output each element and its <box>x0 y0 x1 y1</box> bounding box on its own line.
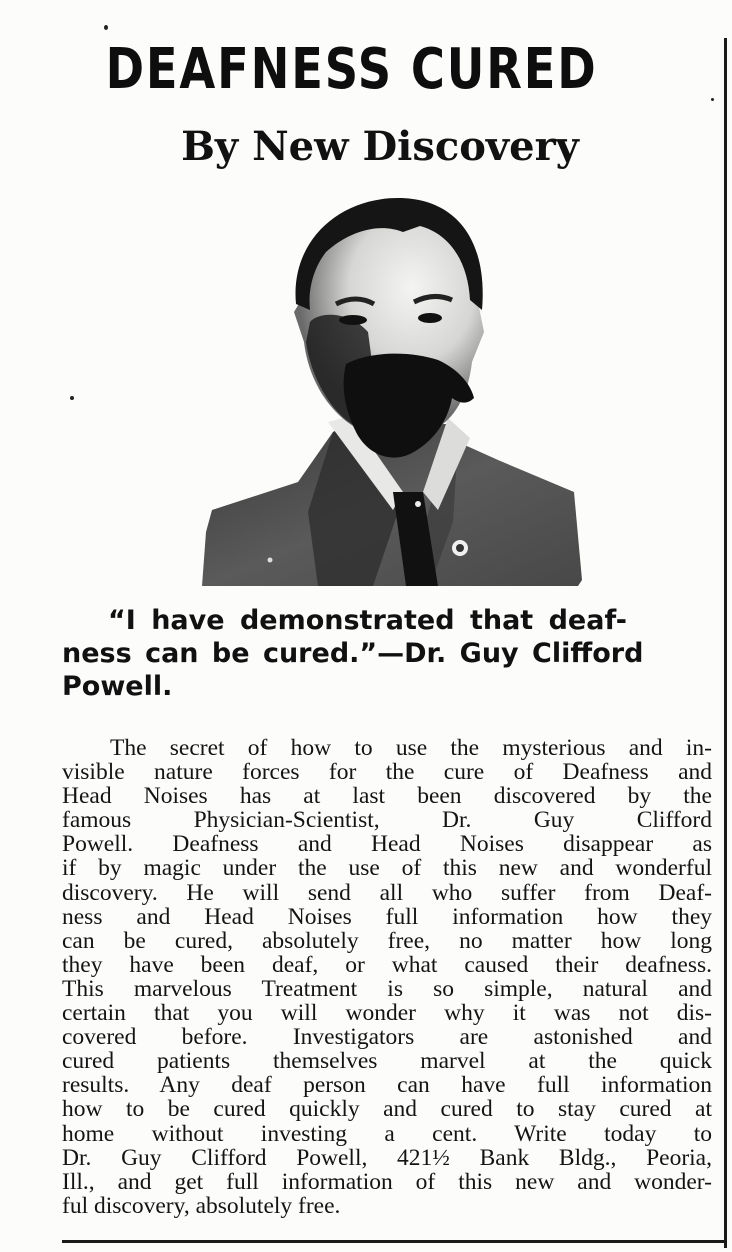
body-line: how to be cured quickly and cured to stay cured at <box>62 1096 712 1123</box>
body-line: Ill., and get full information of this new and wonder- <box>62 1168 712 1195</box>
portrait-image <box>198 192 584 592</box>
column-rule-vertical <box>724 38 727 1248</box>
print-speck <box>70 396 74 400</box>
body-line: Dr. Guy Clifford Powell, 421½ Bank Bldg., Peoria, <box>62 1144 712 1171</box>
body-paragraph <box>62 736 712 1218</box>
body-line: discovery. He will send all who suffer from Deaf- <box>62 879 712 906</box>
body-line: results. Any deaf person can have full information <box>62 1072 712 1099</box>
body-line: The secret of how to use the mysterious and in- <box>110 735 712 761</box>
subheadline: By New Discovery <box>181 123 579 170</box>
pull-quote <box>62 604 710 703</box>
quote-line: “I have demonstrated that deaf- <box>108 605 627 636</box>
body-line: home without investing a cent. Write today to <box>62 1120 712 1147</box>
quote-line: ness can be cured.”—Dr. Guy Clifford <box>62 638 644 669</box>
body-line: cured patients themselves marvel at the quick <box>62 1048 712 1075</box>
body-line: Powell. Deafness and Head Noises disappear as <box>62 831 712 858</box>
body-line: if by magic under the use of this new and wonderful <box>62 855 712 882</box>
body-line: can be cured, absolutely free, no matter how long <box>62 927 712 954</box>
body-line: certain that you will wonder why it was not dis- <box>62 1000 712 1027</box>
headline: DEAFNESS CURED <box>105 37 598 102</box>
body-line: famous Physician-Scientist, Dr. Guy Clifford <box>62 807 712 834</box>
print-speck <box>104 25 108 30</box>
body-line: This marvelous Treatment is so simple, natural and <box>62 975 712 1002</box>
body-line: ness and Head Noises full information how they <box>62 903 712 930</box>
body-line: visible nature forces for the cure of Deafness and <box>62 759 712 786</box>
column-rule-horizontal <box>62 1240 727 1243</box>
print-speck <box>711 98 714 101</box>
body-line: ful discovery, absolutely free. <box>62 1192 341 1219</box>
body-line: covered before. Investigators are astonished and <box>62 1024 712 1051</box>
quote-line: Powell. <box>62 671 173 702</box>
body-line: they have been deaf, or what caused their deafness. <box>62 951 712 978</box>
body-line: Head Noises has at last been discovered by the <box>62 783 712 810</box>
